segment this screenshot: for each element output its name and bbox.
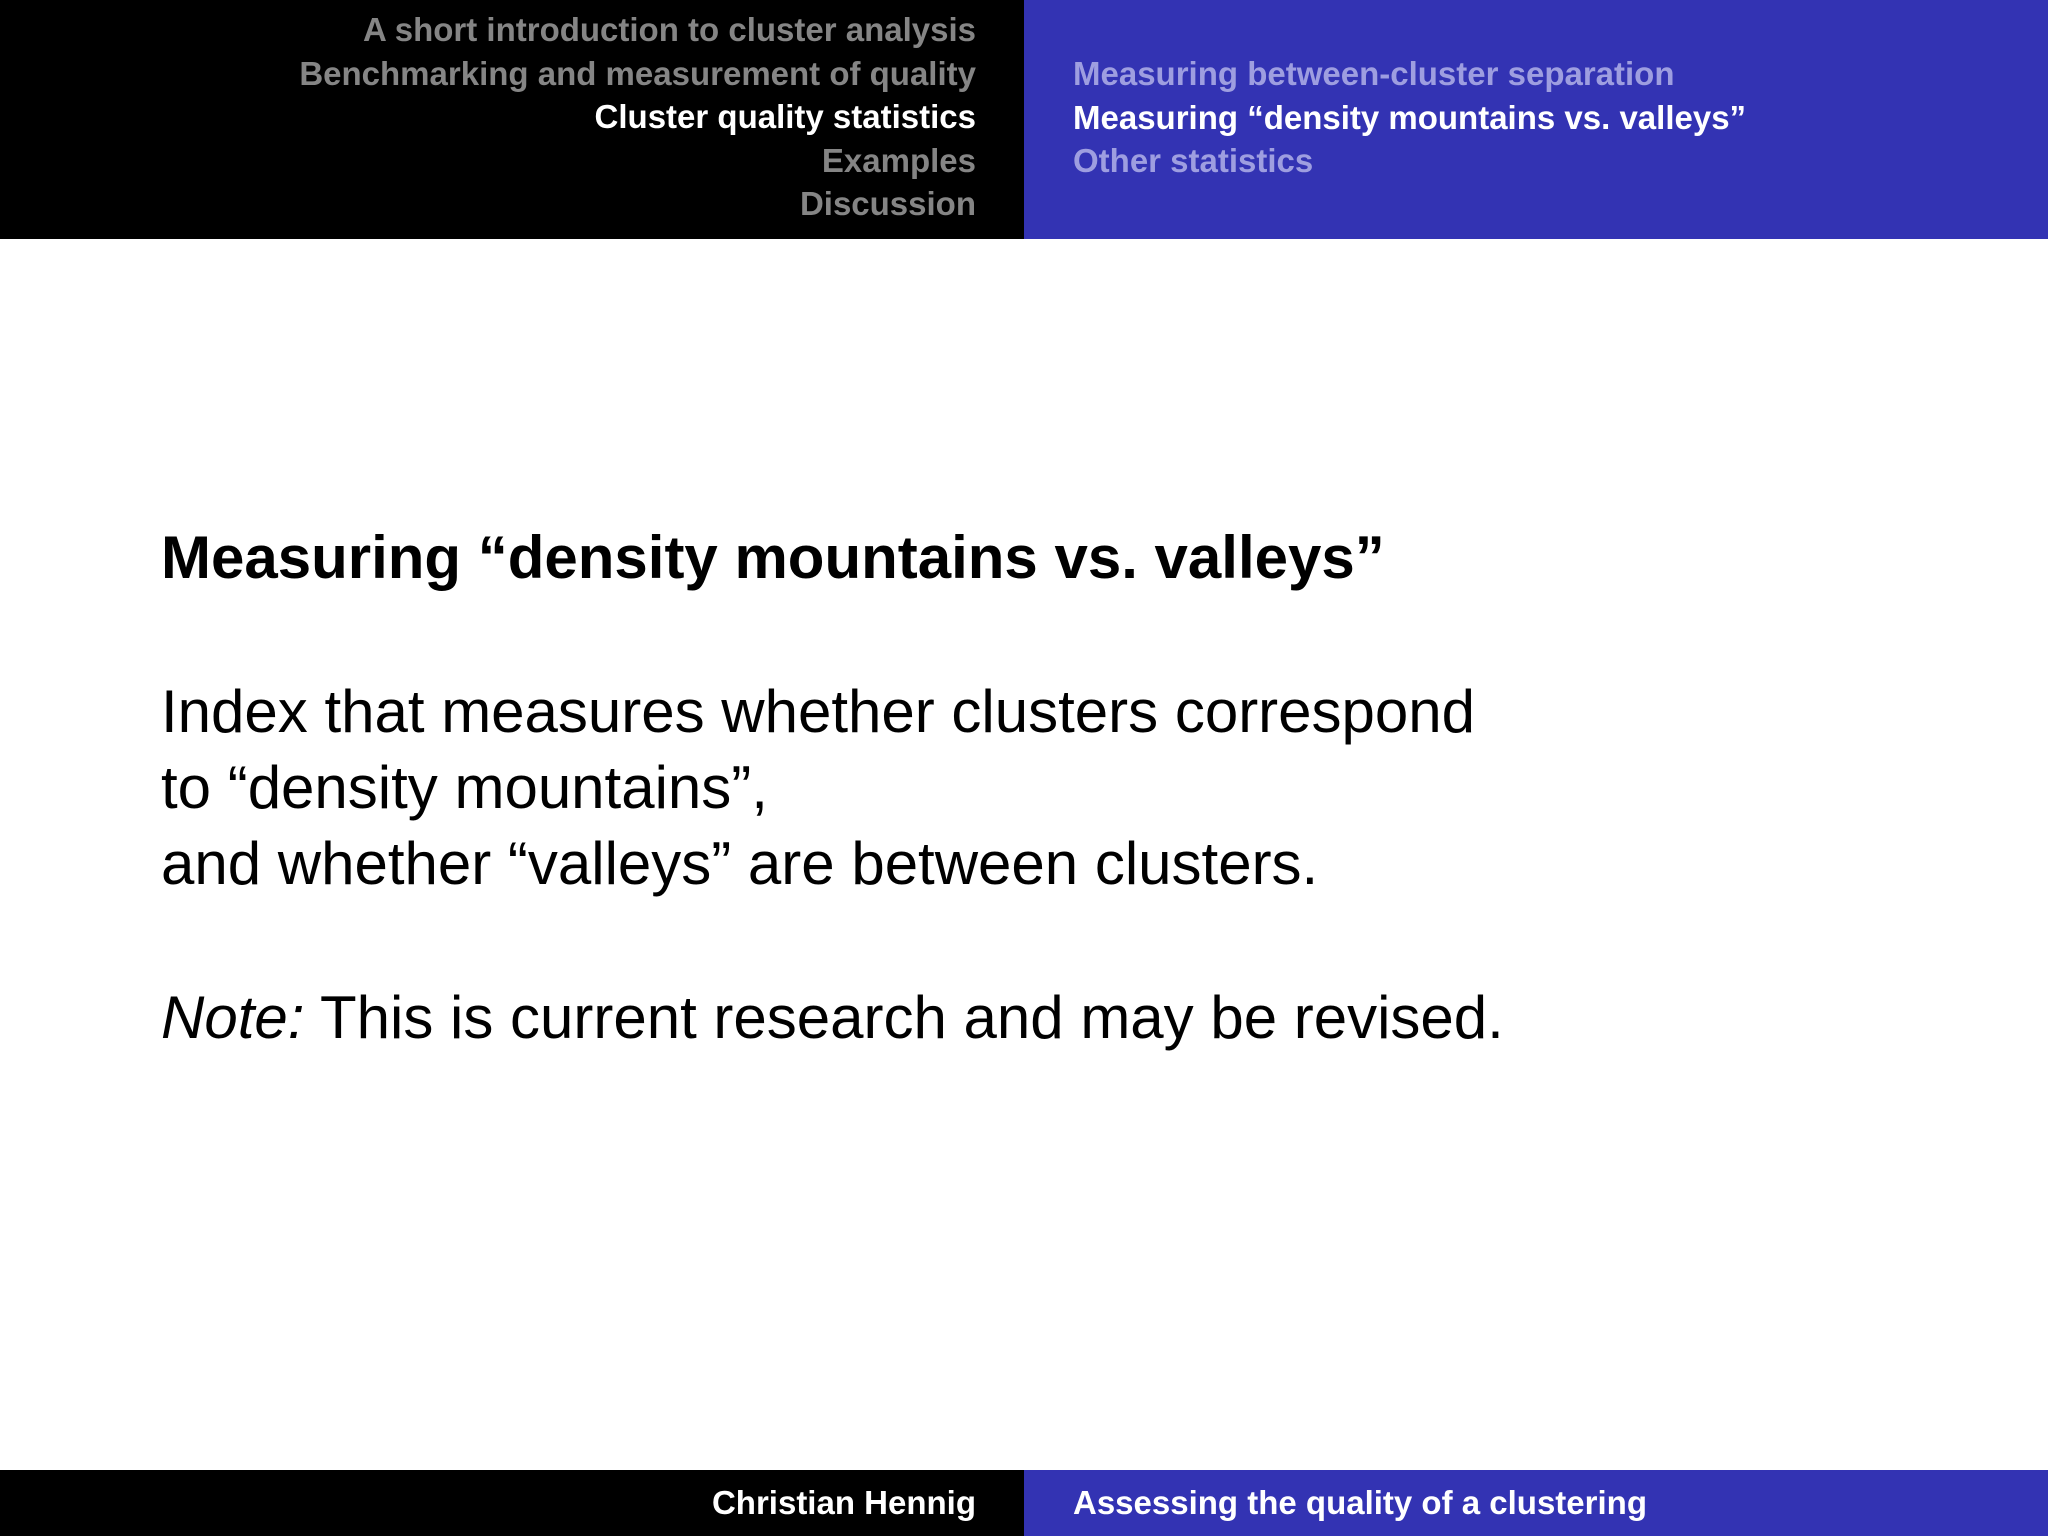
note-text: This is current research and may be revised. [304, 984, 1504, 1051]
subsection-nav [1024, 0, 2048, 239]
nav-subsection-separation[interactable]: Measuring between-cluster separation [1073, 55, 1675, 92]
slide-body [161, 674, 1475, 902]
nav-section-benchmarking[interactable]: Benchmarking and measurement of quality [299, 54, 976, 92]
nav-section-cluster-quality[interactable]: Cluster quality statistics [594, 98, 976, 136]
note-label: Note: [161, 984, 305, 1051]
body-line: and whether “valleys” are between clusters. [161, 830, 1319, 897]
slide-title: Measuring “density mountains vs. valleys” [161, 524, 1385, 591]
nav-section-examples[interactable]: Examples [821, 141, 976, 179]
header-bar [0, 0, 2048, 239]
footer-author: Christian Hennig [0, 1470, 1024, 1536]
nav-section-discussion[interactable]: Discussion [799, 185, 976, 223]
nav-subsection-other[interactable]: Other statistics [1073, 142, 1314, 180]
footer-bar [0, 1470, 2048, 1536]
body-line: to “density mountains”, [161, 754, 768, 821]
footer-title: Assessing the quality of a clustering [1024, 1470, 2048, 1536]
slide-note [161, 980, 1504, 1056]
nav-subsection-density[interactable]: Measuring “density mountains vs. valleys” [1073, 98, 1747, 136]
body-line: Index that measures whether clusters correspond [161, 678, 1475, 745]
section-nav [0, 0, 1024, 239]
nav-section-intro[interactable]: A short introduction to cluster analysis [362, 11, 976, 48]
